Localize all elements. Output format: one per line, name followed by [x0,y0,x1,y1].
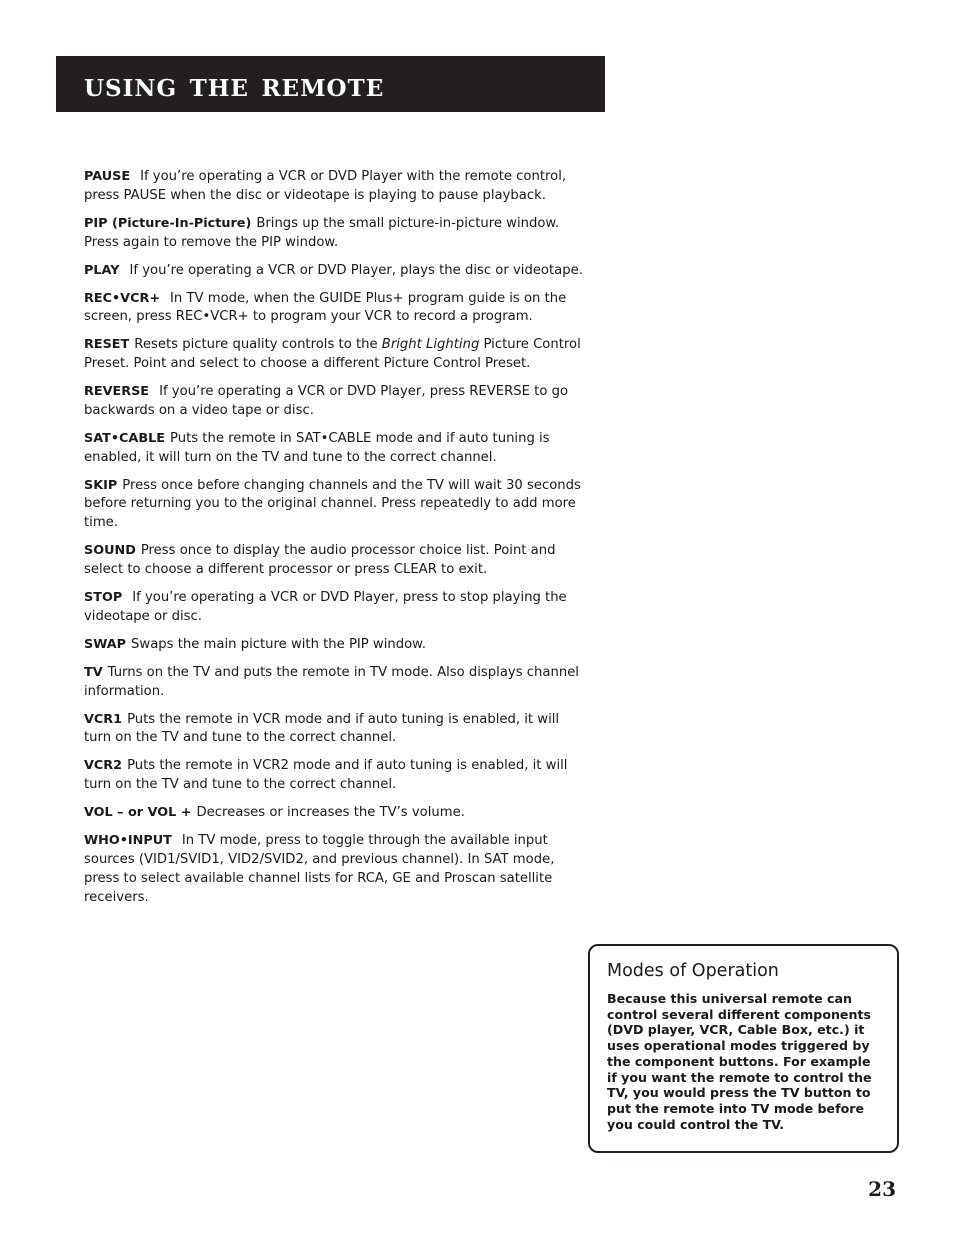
entry-description: Swaps the main picture with the PIP window. [131,636,426,652]
entry-term: PIP (Picture-In-Picture) [84,215,252,231]
entry-term: TV [84,664,103,680]
entry-term: PLAY [84,262,120,278]
entry-term: VOL – or VOL + [84,805,192,821]
entry-play [84,262,584,281]
entry-term: VCR2 [84,758,123,774]
entry-term: RESET [84,337,130,353]
entry-swap [84,636,584,655]
entry-term: REVERSE [84,384,150,400]
entry-description: Puts the remote in VCR mode and if auto tuning is enabled, it will turn on the TV and tune to the correct channel. [84,711,560,746]
entry-description-start: Resets picture quality controls to the [134,337,382,353]
entry-description-italic: Bright Lighting [381,337,480,353]
entry-who-input [84,832,584,907]
entry-reset [84,336,584,374]
entry-rec-vcr [84,290,584,328]
entry-description: If you’re operating a VCR or DVD Player with the remote control, press PAUSE when the disc or videotape is playing to pause playback. [84,169,567,203]
entry-stop [84,589,584,627]
modes-of-operation-box [588,944,899,1153]
button-description-list [84,168,584,917]
entry-term: WHO•INPUT [84,833,172,849]
entry-description: If you’re operating a VCR or DVD Player, press REVERSE to go backwards on a video tape or disc. [84,384,569,418]
entry-description: Puts the remote in SAT•CABLE mode and if auto tuning is enabled, it will turn on the TV and tune to the correct channel. [84,430,550,465]
entry-description [84,337,581,371]
entry-vcr2 [84,757,584,795]
entry-description: Decreases or increases the TV’s volume. [196,805,465,821]
sidebar-body: Because this universal remote can control several different components (DVD player, VCR, Cable Box, etc.) it uses operational modes triggered by the component buttons. For example if you want the remote to control the TV, you would press the TV button to put the remote into TV mode before you could control the TV. [607,991,872,1132]
entry-description: Press once to display the audio processor choice list. Point and select to choose a different processor or press CLEAR to exit. [84,543,556,578]
section-header-bar [56,56,605,112]
entry-sat-cable [84,430,584,468]
entry-term: SAT•CABLE [84,430,165,446]
entry-description: Press once before changing channels and the TV will wait 30 seconds before returning you to the original channel. Press repeatedly to add more time. [84,477,581,531]
entry-term: SWAP [84,636,127,652]
entry-pause [84,168,584,206]
entry-description: In TV mode, press to toggle through the available input sources (VID1/SVID1, VID2/SVID2, and previous channel). In SAT mode, press to select available channel lists for RCA, GE and Proscan satellite receivers. [84,833,555,905]
entry-description: In TV mode, when the GUIDE Plus+ program guide is on the screen, press REC•VCR+ to program your VCR to record a program. [84,290,567,325]
entry-term: VCR1 [84,711,123,727]
entry-volume [84,804,584,823]
entry-description: Puts the remote in VCR2 mode and if auto tuning is enabled, it will turn on the TV and tune to the correct channel. [84,758,568,793]
entry-term: STOP [84,590,123,606]
entry-vcr1 [84,711,584,749]
sidebar-title: Modes of Operation [607,961,779,981]
entry-description: Turns on the TV and puts the remote in TV mode. Also displays channel information. [84,664,579,699]
entry-term: PAUSE [84,169,131,184]
page-title: using the remote [84,64,385,104]
entry-description: If you’re operating a VCR or DVD Player, plays the disc or videotape. [129,262,583,278]
entry-term: SKIP [84,477,118,493]
entry-sound [84,542,584,580]
entry-skip [84,477,584,533]
entry-term: SOUND [84,543,136,559]
entry-term: REC•VCR+ [84,290,161,306]
page-number: 23 [868,1177,896,1201]
entry-pip [84,215,584,253]
entry-description: If you’re operating a VCR or DVD Player, press to stop playing the videotape or disc. [84,590,567,624]
entry-description: Brings up the small picture-in-picture window. Press again to remove the PIP window. [84,215,560,250]
entry-reverse [84,383,584,421]
entry-tv [84,664,584,702]
entry-description-end: Picture Control Preset. Point and select to choose a different Picture Control Preset. [84,337,581,372]
